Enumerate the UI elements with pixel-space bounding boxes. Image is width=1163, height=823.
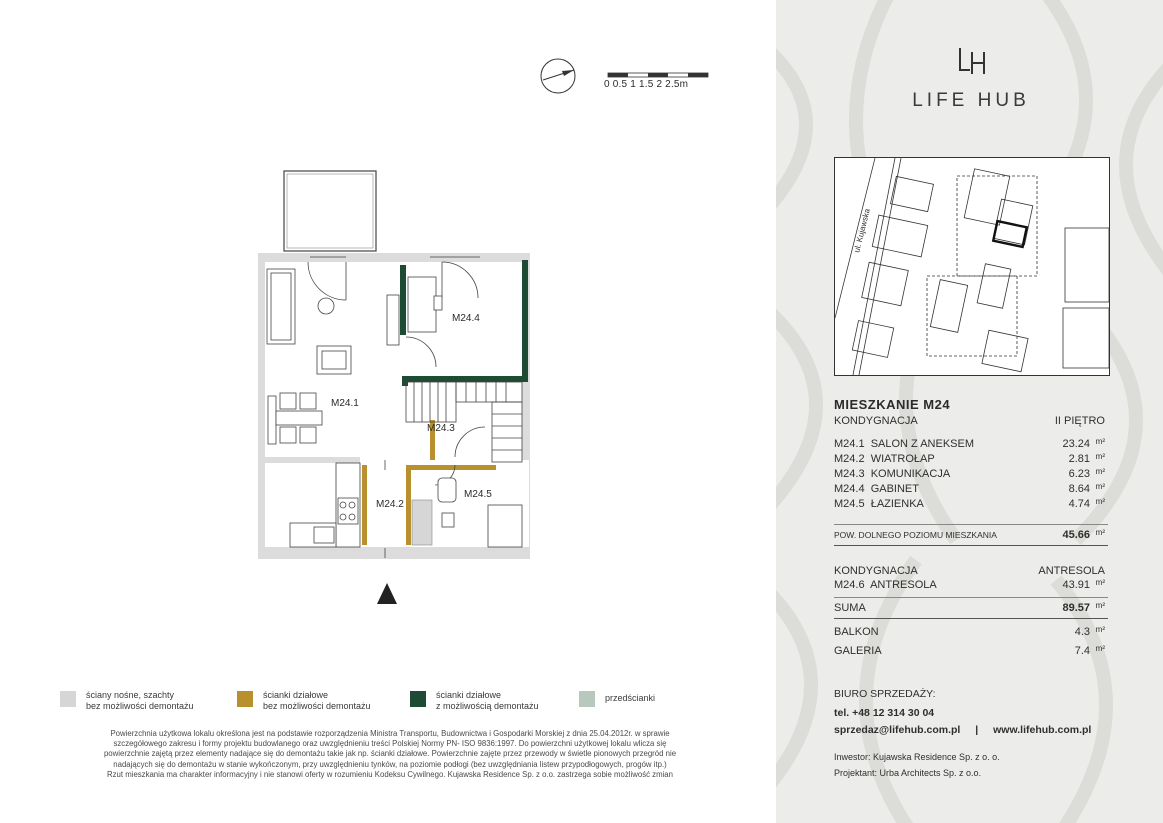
- logo-mark-icon: [957, 46, 987, 76]
- investor-line: Inwestor: Kujawska Residence Sp. z o. o.: [834, 752, 1000, 762]
- disclaimer: Powierzchnia użytkowa lokalu określona jest na podstawie rozporządzenia Ministra Transportu, Budownictwa i Gospodarki Morskiej z dnia 25.04.2012r. w sprawie szczegółowego zakresu i formy projektu budowlanego oraz uwzględnieniu treści Polskiej Normy PN- ISO 9836:1997. Do powierzchni użytkowej lokalu wlicza się powierzchnie zajętą przez elementy nadające się do demontażu takie jak np. ścianki działowe. Powierzchnie zajęte przez przewody w świetle pionowych przegród nie nadających się do demontażu w stanie wykończonym, przy uwzględnieniu tynków, na poziomie podłogi (bez uwzględniania listew przypodłogowych, progów itp.) Rzut mieszkania ma charakter informacyjny i nie stanowi oferty w rozumieniu Kodeksu Cywilnego. Kujawska Residence Sp. z o.o. zastrzega sobie możliwość zmian: [103, 729, 677, 779]
- room-row: M24.1 SALON Z ANEKSEM 23.24 m²: [834, 437, 1105, 450]
- divider: [834, 524, 1108, 525]
- sales-website[interactable]: www.lifehub.com.pl: [993, 724, 1092, 736]
- level-value: II PIĘTRO: [1054, 415, 1105, 427]
- site-map: [834, 157, 1110, 376]
- plan-panel: 0 0.5 1 1.5 2 2.5m M24.4 M24.1 M24.3 M24.5 M24.2 ściany nośne, szachty bez możliwości demontażu ścianki działowe bez możliwości demontażu ścianki działowe z możliwością demontażu przedścianki Powierzchnia użytkowa lokalu określona jest na podstawie rozporządzenia Ministra Transportu, Budownictwa i Gospodarki Morskiej z dnia 25.04.2012r. w sprawie szczegółowego zakresu i formy projektu budowlanego oraz uwzględnieniu treści Polskiej Normy PN- ISO 9836:1997. Do powierzchni użytkowej lokalu wlicza się powierzchnie zajętą przez elementy nadające się do demontażu takie jak np. ścianki działowe. Powierzchnie zajęte przez przewody w świetle pionowych przegród nie nadających się do demontażu w stanie wykończonym, przy uwzględnieniu tynków, na poziomie podłogi (bez uwzględniania listew przypodłogowych, progów itp.) Rzut mieszkania ma charakter informacyjny i nie stanowi oferty w rozumieniu Kodeksu Cywilnego. Kujawska Residence Sp. z o.o. zastrzega sobie możliwość zmian: [0, 0, 776, 823]
- site-map-drawing: [835, 158, 1109, 375]
- divider: [834, 618, 1108, 619]
- room-label-m24-3: M24.3: [427, 423, 455, 434]
- room-row: M24.2 WIATROŁAP 2.81 m²: [834, 452, 1105, 465]
- sales-phone[interactable]: tel. +48 12 314 30 04: [834, 707, 935, 719]
- sales-office-label: BIURO SPRZEDAŻY:: [834, 688, 936, 700]
- room-label-m24-4: M24.4: [452, 313, 480, 324]
- extras-block: BALKON 4.3 m² GALERIA 7.4 m²: [834, 625, 1105, 657]
- room-label-m24-1: M24.1: [331, 398, 359, 409]
- room-table: [834, 415, 1108, 515]
- divider: [834, 545, 1108, 546]
- room-row: M24.3 KOMUNIKACJA 6.23 m²: [834, 467, 1105, 480]
- room-label-m24-5: M24.5: [464, 489, 492, 500]
- logo-text: LIFE HUB: [912, 90, 1030, 111]
- divider: [834, 597, 1108, 598]
- sales-contact-line: sprzedaz@lifehub.com.pl | www.lifehub.com.pl: [834, 724, 1092, 736]
- apartment-title: MIESZKANIE M24: [834, 397, 951, 412]
- sum-row: SUMA 89.57 m²: [834, 601, 1105, 614]
- lower-total-row: POW. DOLNEGO POZIOMU MIESZKANIA 45.66 m²: [834, 528, 1105, 541]
- level-label: KONDYGNACJA: [834, 415, 918, 427]
- mezzanine-block: KONDYGNACJA ANTRESOLA M24.6 ANTRESOLA 43.91 m²: [834, 565, 1105, 591]
- designer-line: Projektant: Urba Architects Sp. z o.o.: [834, 768, 982, 778]
- sales-email[interactable]: sprzedaz@lifehub.com.pl: [834, 724, 961, 736]
- room-row: M24.5 ŁAZIENKA 4.74 m²: [834, 497, 1105, 510]
- room-label-m24-2: M24.2: [376, 499, 404, 510]
- floor-plan: [230, 165, 550, 615]
- street-label: ul. Kujawska: [852, 207, 872, 254]
- scale-bar-labels: 0 0.5 1 1.5 2 2.5m: [604, 79, 689, 90]
- room-row: M24.4 GABINET 8.64 m²: [834, 482, 1105, 495]
